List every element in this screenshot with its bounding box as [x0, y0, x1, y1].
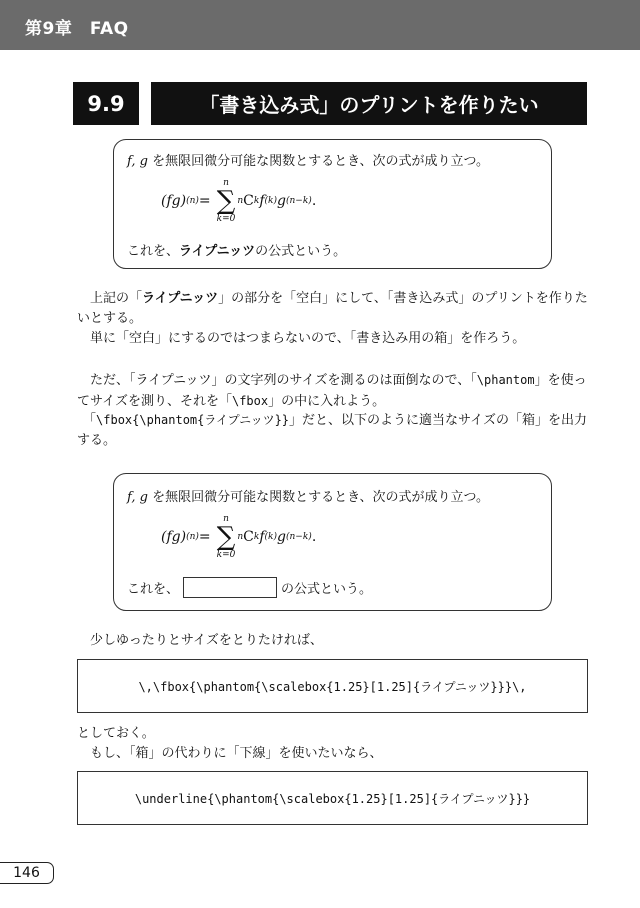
p3-text-b: 」を使ってサイズを測り、それを「: [77, 373, 587, 409]
formula-equals: =: [198, 193, 211, 209]
formula-f-sup: (k): [264, 196, 278, 206]
p1-text-b: 」の部分を「空白」にして、「書き込み式」のプリントを作りたいとする。: [77, 291, 588, 326]
p1-bold: ライプニッツ: [142, 291, 219, 306]
paragraph-2: 単に「空白」にするのではつまらないので、「書き込み用の箱」を作ろう。: [90, 331, 526, 346]
conclusion-prefix: これを、: [127, 582, 180, 597]
theorem-text: を無限回微分可能な関数とするとき、次の式が成り立つ。: [147, 154, 490, 169]
sum-operator: [217, 178, 236, 224]
formula-lhs: (fg): [161, 529, 187, 545]
sum-symbol: ∑: [216, 522, 236, 552]
conclusion-suffix: の公式という。: [281, 582, 373, 597]
p3-text-a: ただ、「ライプニッツ」の文字列のサイズを測るのは面倒なので、「: [90, 373, 477, 388]
formula-lhs: (fg): [161, 193, 187, 209]
theorem-conclusion: [127, 240, 346, 259]
sum-operator: [217, 514, 236, 560]
theorem-box: [113, 139, 552, 269]
sum-upper-limit: n: [223, 178, 229, 188]
formula-g: g: [277, 193, 286, 209]
p3-code-phantom: \phantom: [476, 373, 535, 387]
formula-lhs-sup: (n): [186, 196, 199, 206]
binom-c: C: [243, 193, 254, 209]
formula-f: f: [259, 193, 265, 209]
code-block: \,\fbox{\phantom{\scalebox{1.25}[1.25]{ライプニッツ}}}\,: [77, 659, 588, 713]
leibniz-formula: [161, 514, 316, 560]
sum-upper-limit: n: [223, 514, 229, 524]
formula-g: g: [277, 529, 286, 545]
formula-g-sup: (n−k): [286, 532, 312, 542]
paragraph-7: もし、「箱」の代わりに「下線」を使いたいなら、: [90, 746, 383, 761]
leibniz-name: ライプニッツ: [179, 244, 256, 259]
theorem-conclusion: [127, 577, 372, 598]
paragraph-6: としておく。: [77, 726, 155, 741]
formula-period: .: [311, 529, 317, 545]
theorem-statement: [127, 486, 489, 505]
math-fg: f, g: [127, 154, 148, 169]
math-fg: f, g: [127, 490, 148, 505]
paragraph-3: [77, 370, 589, 412]
formula-f: f: [259, 529, 265, 545]
p4-code: \fbox{\phantom{ライプニッツ}}: [96, 413, 290, 427]
formula-g-sup: (n−k): [286, 196, 312, 206]
binom-k: k: [253, 196, 260, 206]
section-number: 9.9: [73, 82, 139, 125]
sum-lower-limit: k=0: [216, 214, 236, 224]
p3-code-fbox: \fbox: [231, 394, 269, 408]
page-number: 146: [0, 862, 54, 884]
leibniz-formula: [161, 178, 316, 224]
conclusion-suffix: の公式という。: [255, 244, 347, 259]
formula-f-sup: (k): [264, 532, 278, 542]
paragraph-1: [77, 289, 589, 329]
formula-period: .: [311, 193, 317, 209]
write-in-blank-box: [183, 577, 277, 598]
p1-text-a: 上記の「: [90, 291, 143, 306]
paragraph-4: [77, 410, 589, 451]
p3-text-c: 」の中に入れよう。: [268, 394, 386, 409]
sum-lower-limit: k=0: [216, 550, 236, 560]
p4-text-a: 「: [83, 413, 97, 428]
sum-symbol: ∑: [216, 186, 236, 216]
chapter-title: 第9章 FAQ: [25, 19, 129, 39]
theorem-box-blank: [113, 473, 552, 611]
p4-text-b: 」だと、以下のように適当なサイズの「箱」を出力する。: [77, 413, 588, 448]
conclusion-prefix: これを、: [127, 244, 180, 259]
paragraph-5: 少しゆったりとサイズをとりたければ、: [90, 633, 323, 648]
code-block: \underline{\phantom{\scalebox{1.25}[1.25]{ライプニッツ}}}: [77, 771, 588, 825]
binom-n: n: [237, 196, 244, 206]
binom-c: C: [243, 529, 254, 545]
binom-k: k: [253, 532, 260, 542]
formula-equals: =: [198, 529, 211, 545]
formula-lhs-sup: (n): [186, 532, 199, 542]
theorem-text: を無限回微分可能な関数とするとき、次の式が成り立つ。: [147, 490, 490, 505]
binom-n: n: [237, 532, 244, 542]
theorem-statement: [127, 150, 489, 169]
section-title: 「書き込み式」のプリントを作りたい: [151, 82, 587, 125]
chapter-header-bar: [0, 0, 640, 50]
